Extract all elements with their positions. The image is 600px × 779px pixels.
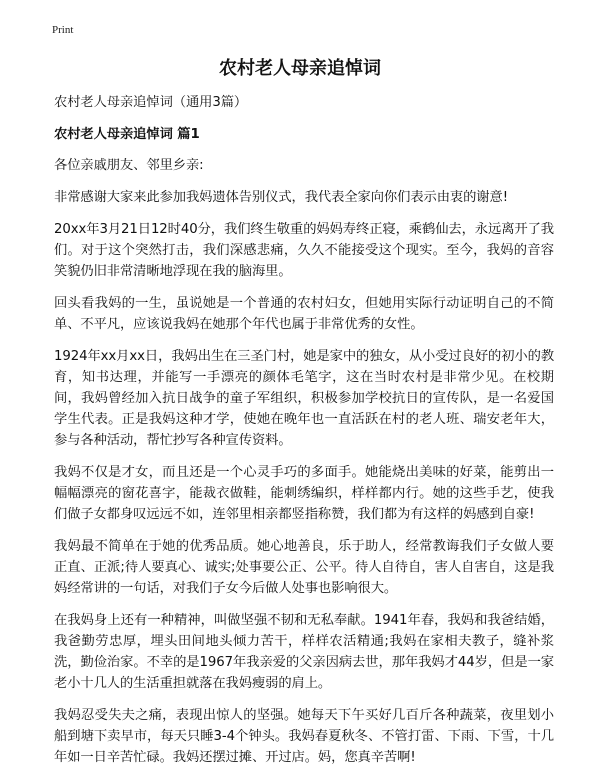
print-link[interactable]: Print	[52, 24, 74, 36]
paragraph: 20xx年3月21日12时40分，我们终生敬重的妈妈寿终正寝，乘鹤仙去，永远离开了我们。对于这个突然打击，我们深感悲痛，久久不能接受这个现实。至今，我妈的音容笑貌仍旧非常清晰地浮现在我的脑海里。	[54, 222, 554, 279]
paragraph: 我妈最不简单在于她的优秀品质。她心地善良，乐于助人，经常教诲我们子女做人要正直、正派;待人要真心、诚实;处事要公正、公平。待人自待自，害人自害自，这是我妈经常讲的一句话，对我们子女今后做人处事也影响很大。	[54, 539, 554, 596]
document-subtitle: 农村老人母亲追悼词（通用3篇）	[54, 95, 248, 110]
paragraph: 1924年xx月xx日，我妈出生在三圣门村，她是家中的独女，从小受过良好的初小的教育，知书达理，并能写一手漂亮的颜体毛笔字，这在当时农村是非常少见。在校期间，我妈曾经加入抗日战争的童子军组织，积极参加学校抗日的宣传队，是一名爱国学生代表。正是我妈这种才学，使她在晚年也一直活跃在村的老人班、瑞安老年大，参与各种活动，帮忙抄写各种宣传资料。	[54, 349, 555, 448]
paragraph: 回头看我妈的一生，虽说她是一个普通的农村妇女，但她用实际行动证明自己的不简单、不平凡，应该说我妈在她那个年代也属于非常优秀的女性。	[54, 296, 554, 332]
paragraph: 非常感谢大家来此参加我妈遗体告别仪式，我代表全家向你们表示由衷的谢意!	[54, 190, 508, 205]
document-body	[54, 92, 554, 779]
paragraph: 我妈不仅是才女，而且还是一个心灵手巧的多面手。她能烧出美味的好菜，能剪出一幅幅漂亮的窗花喜字，能裁衣做鞋，能刺绣编织，样样都内行。她的这些手艺，使我们做子女都身叹远远不如，连邻里相亲都竖指称赞，我们都为有这样的妈感到自豪!	[54, 465, 554, 522]
document-title: 农村老人母亲追悼词	[219, 58, 381, 79]
paragraph: 我妈忍受失夫之痛，表现出惊人的坚强。她每天下午买好几百斤各种蔬菜，夜里划小船到塘下卖早市，每天只睡3-4个钟头。我妈春夏秋冬、不管打雷、下雨、下雪，十几年如一日辛苦忙碌。我妈还摆过摊、开过店。妈，您真辛苦啊!	[54, 708, 554, 765]
paragraph-greeting: 各位亲戚朋友、邻里乡亲:	[54, 158, 204, 173]
section-heading: 农村老人母亲追悼词 篇1	[54, 127, 200, 142]
paragraph: 在我妈身上还有一种精神，叫做坚强不韧和无私奉献。1941年春，我妈和我爸结婚，我爸勤劳忠厚，埋头田间地头倾力苦干，样样农活精通;我妈在家相夫教子，缝补浆洗，勤俭治家。不幸的是1967年我亲爱的父亲因病去世，那年我妈才44岁，但是一家老小十几人的生活重担就落在我妈瘦弱的肩上。	[54, 613, 554, 691]
